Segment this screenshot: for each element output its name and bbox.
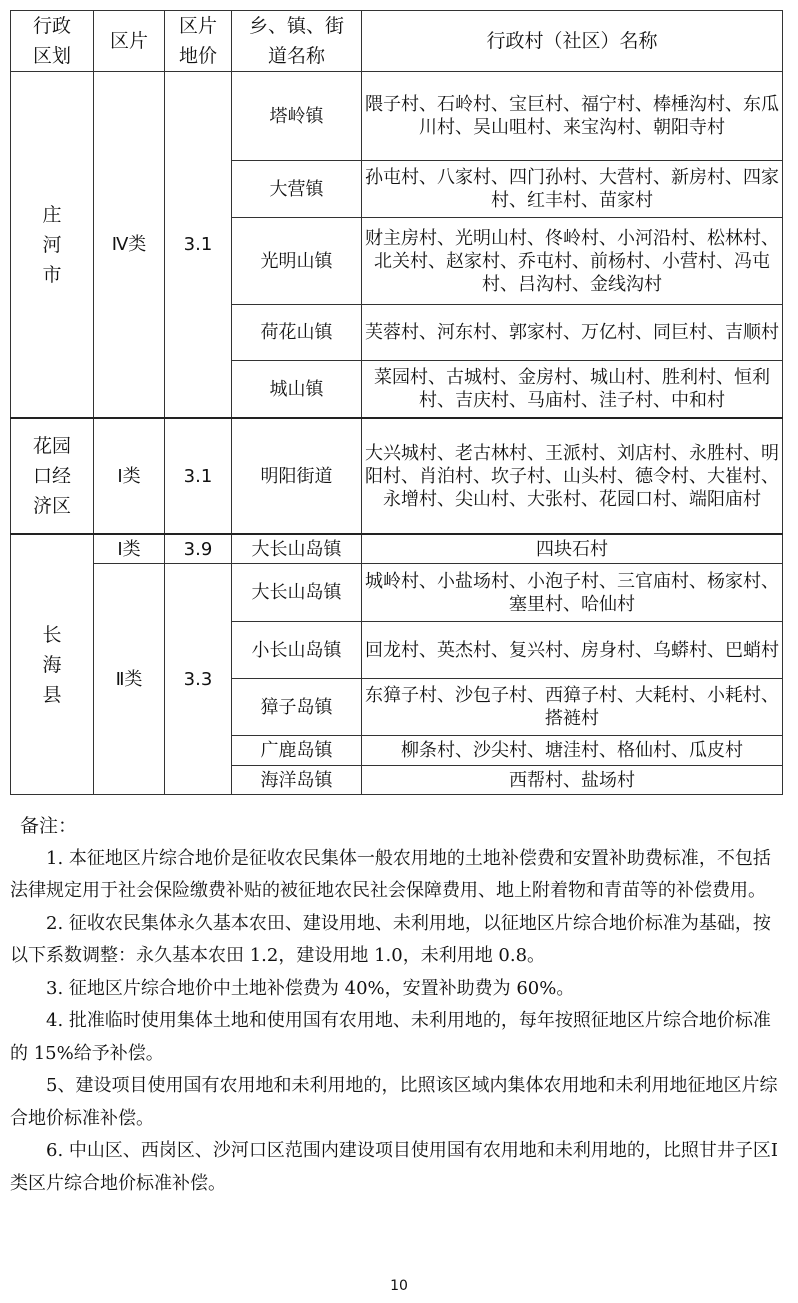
division-changhai: 长海县 [11, 534, 94, 795]
header-price: 区片地价 [165, 11, 232, 72]
town-cell: 塔岭镇 [232, 72, 362, 161]
price-changhai-1: 3.9 [165, 534, 232, 564]
notes-section [10, 810, 785, 1200]
header-zone: 区片 [94, 11, 165, 72]
village-cell: 东獐子村、沙包子村、西獐子村、大耗村、小耗村、搭裢村 [362, 679, 783, 736]
note-item: 1. 本征地区片综合地价是征收农民集体一般农用地的土地补偿费和安置补助费标准，不包括法律规定用于社会保险缴费补贴的被征地农民社会保障费用、地上附着物和青苗等的补偿费用。 [10, 847, 771, 901]
village-cell: 孙屯村、八家村、四门孙村、大营村、新房村、四家村、红丰村、苗家村 [362, 161, 783, 218]
village-cell: 回龙村、英杰村、复兴村、房身村、乌蟒村、巴蛸村 [362, 622, 783, 679]
village-cell: 财主房村、光明山村、佟岭村、小河沿村、松林村、北关村、赵家村、乔屯村、前杨村、小营村、冯屯村、吕沟村、金线沟村 [362, 218, 783, 305]
village-cell: 大兴城村、老古林村、王派村、刘店村、永胜村、明阳村、肖泊村、坎子村、山头村、德令村、大崔村、永增村、尖山村、大张村、花园口村、端阳庙村 [362, 418, 783, 534]
town-cell: 城山镇 [232, 361, 362, 419]
table-row [11, 534, 783, 564]
zone-huayuankou: Ⅰ类 [94, 418, 165, 534]
zone-changhai-2: Ⅱ类 [94, 564, 165, 795]
town-cell: 大长山岛镇 [232, 564, 362, 622]
town-cell: 明阳街道 [232, 418, 362, 534]
note-item: 3. 征地区片综合地价中土地补偿费为 40%，安置补助费为 60%。 [46, 977, 575, 999]
note-item: 5、建设项目使用国有农用地和未利用地的，比照该区域内集体农用地和未利用地征地区片综合地价标准补偿。 [10, 1075, 778, 1129]
price-changhai-2: 3.3 [165, 564, 232, 795]
village-cell: 芙蓉村、河东村、郭家村、万亿村、同巨村、吉顺村 [362, 305, 783, 361]
village-cell: 柳条村、沙尖村、塘洼村、格仙村、瓜皮村 [362, 736, 783, 766]
village-cell: 四块石村 [362, 534, 783, 564]
town-cell: 大长山岛镇 [232, 534, 362, 564]
zone-zhuanghe: Ⅳ类 [94, 72, 165, 419]
town-cell: 海洋岛镇 [232, 766, 362, 795]
table-row [11, 72, 783, 161]
village-cell: 西帮村、盐场村 [362, 766, 783, 795]
note-item: 6. 中山区、西岗区、沙河口区范围内建设项目使用国有农用地和未利用地的，比照甘井子区Ⅰ类区片综合地价标准补偿。 [10, 1140, 779, 1194]
table-header-row [11, 11, 783, 72]
notes-title: 备注： [20, 815, 78, 837]
village-cell: 隈子村、石岭村、宝巨村、福宁村、棒棰沟村、东瓜川村、吴山咀村、来宝沟村、朝阳寺村 [362, 72, 783, 161]
zone-changhai-1: Ⅰ类 [94, 534, 165, 564]
town-cell: 大营镇 [232, 161, 362, 218]
table-row [11, 418, 783, 534]
price-zhuanghe: 3.1 [165, 72, 232, 419]
table-row [11, 564, 783, 622]
town-cell: 光明山镇 [232, 218, 362, 305]
header-village: 行政村（社区）名称 [362, 11, 783, 72]
note-item: 4. 批准临时使用集体土地和使用国有农用地、未利用地的，每年按照征地区片综合地价标准的 15%给予补偿。 [10, 1010, 771, 1064]
price-huayuankou: 3.1 [165, 418, 232, 534]
town-cell: 荷花山镇 [232, 305, 362, 361]
town-cell: 小长山岛镇 [232, 622, 362, 679]
town-cell: 广鹿岛镇 [232, 736, 362, 766]
town-cell: 獐子岛镇 [232, 679, 362, 736]
note-item: 2. 征收农民集体永久基本农田、建设用地、未利用地，以征地区片综合地价标准为基础，按以下系数调整：永久基本农田 1.2，建设用地 1.0，未利用地 0.8。 [10, 912, 771, 966]
page-number: 10 [390, 1278, 408, 1294]
header-town: 乡、镇、街道名称 [232, 11, 362, 72]
division-zhuanghe: 庄河市 [11, 72, 94, 419]
village-cell: 菜园村、古城村、金房村、城山村、胜利村、恒利村、吉庆村、马庙村、洼子村、中和村 [362, 361, 783, 419]
header-division: 行政区划 [11, 11, 94, 72]
land-price-table [10, 10, 783, 795]
division-huayuankou: 花园口经济区 [11, 418, 94, 534]
village-cell: 城岭村、小盐场村、小泡子村、三官庙村、杨家村、塞里村、哈仙村 [362, 564, 783, 622]
